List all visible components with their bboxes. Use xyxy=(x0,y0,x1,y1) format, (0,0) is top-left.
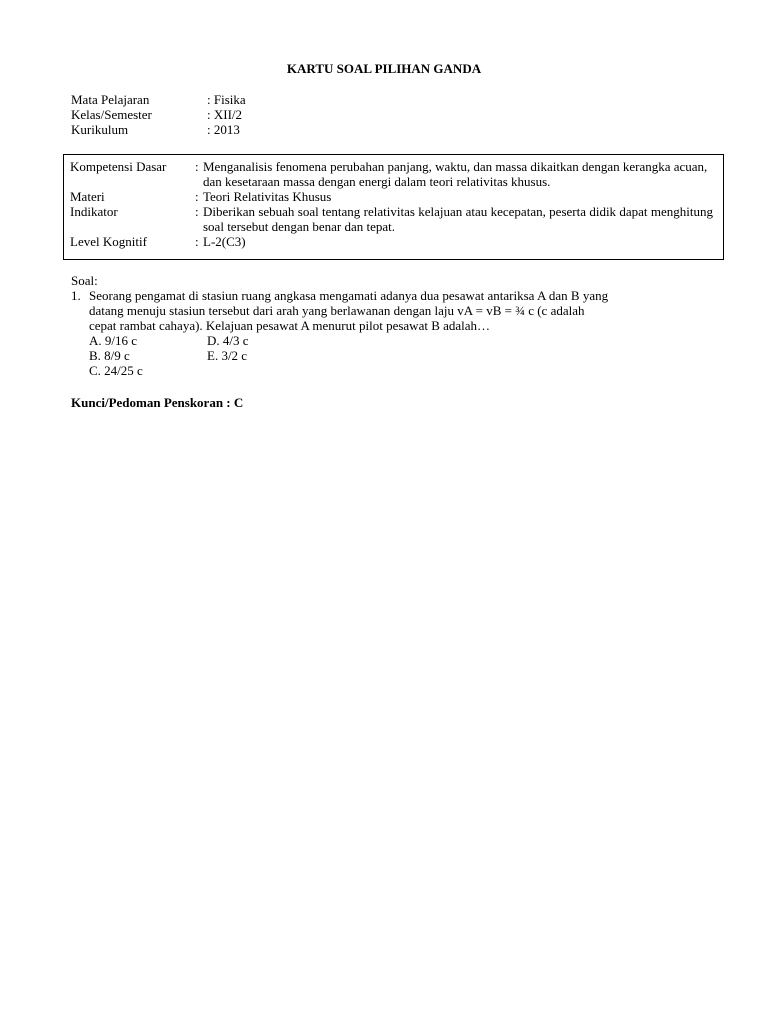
option-row xyxy=(89,348,721,363)
question-line: cepat rambat cahaya). Kelajuan pesawat A menurut pilot pesawat B adalah… xyxy=(89,318,491,333)
page-title: KARTU SOAL PILIHAN GANDA xyxy=(286,61,482,76)
indicator-label: Indikator xyxy=(70,204,118,219)
question-line: Seorang pengamat di stasiun ruang angkasa mengamati adanya dua pesawat antariksa A dan B yang xyxy=(89,288,609,303)
competency-colon: : xyxy=(195,159,199,174)
competency-row xyxy=(70,159,713,189)
question-item xyxy=(71,288,721,333)
subject-row xyxy=(71,92,246,107)
indicator-row xyxy=(70,204,713,234)
indicator-value: Diberikan sebuah soal tentang relativitas kelajuan atau kecepatan, peserta didik dapat menghitung soal tersebut dengan benar dan tepat. xyxy=(203,204,713,234)
option-d: D. 4/3 c xyxy=(207,333,249,348)
cognitive-level-colon: : xyxy=(195,234,199,249)
material-colon: : xyxy=(195,189,199,204)
question-heading: Soal: xyxy=(71,273,98,288)
material-value: Teori Relativitas Khusus xyxy=(203,189,332,204)
question-section xyxy=(71,273,721,378)
competency-value: Menganalisis fenomena perubahan panjang, waktu, dan massa dikaitkan dengan kerangka acuan, dan kesetaraan massa dengan energi dalam teori relativitas khusus. xyxy=(203,159,708,189)
answer-key: Kunci/Pedoman Penskoran : C xyxy=(71,395,244,410)
curriculum-value: : 2013 xyxy=(207,122,240,137)
competency-label: Kompetensi Dasar xyxy=(70,159,167,174)
class-semester-row xyxy=(71,107,246,122)
class-semester-value: : XII/2 xyxy=(207,107,243,122)
indicator-colon: : xyxy=(195,204,199,219)
option-e: E. 3/2 c xyxy=(207,348,248,363)
competency-box xyxy=(63,154,724,260)
material-label: Materi xyxy=(70,189,105,204)
option-c: C. 24/25 c xyxy=(89,363,143,378)
question-number: 1. xyxy=(71,288,81,303)
curriculum-row xyxy=(71,122,246,137)
cognitive-level-value: L-2(C3) xyxy=(203,234,246,249)
option-row xyxy=(89,363,721,378)
material-row xyxy=(70,189,713,204)
question-text xyxy=(89,288,721,333)
option-row xyxy=(89,333,721,348)
answer-options xyxy=(89,333,721,378)
option-a: A. 9/16 c xyxy=(89,333,138,348)
cognitive-level-label: Level Kognitif xyxy=(70,234,147,249)
class-semester-label: Kelas/Semester xyxy=(71,107,152,122)
subject-value: : Fisika xyxy=(207,92,246,107)
subject-label: Mata Pelajaran xyxy=(71,92,150,107)
subject-info xyxy=(71,92,246,137)
option-b: B. 8/9 c xyxy=(89,348,130,363)
cognitive-level-row xyxy=(70,234,713,249)
question-line: datang menuju stasiun tersebut dari arah yang berlawanan dengan laju vA = vB = ¾ c (c adalah xyxy=(89,303,585,318)
curriculum-label: Kurikulum xyxy=(71,122,129,137)
